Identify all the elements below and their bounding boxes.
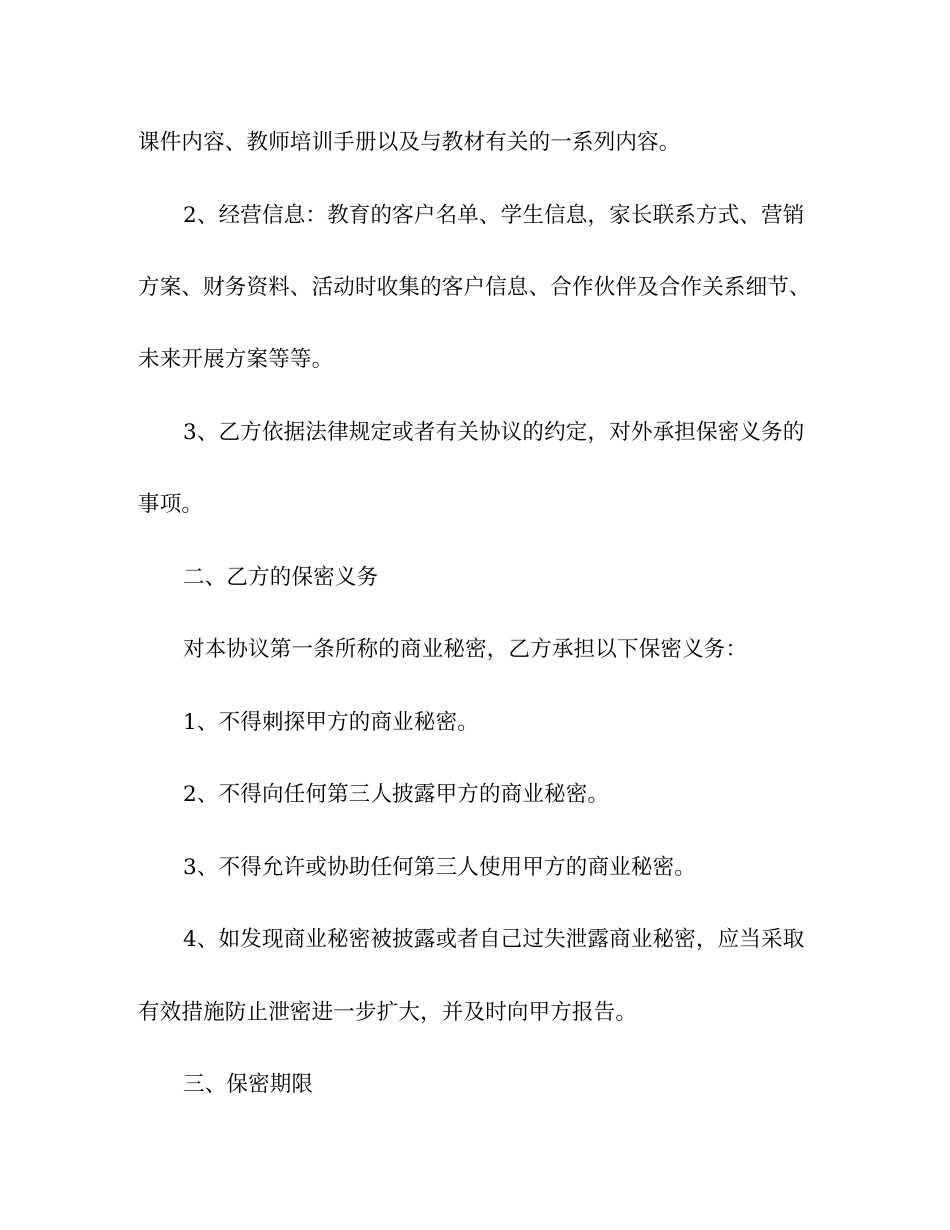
paragraph-line: 未来开展方案等等。 bbox=[138, 347, 334, 372]
paragraph-line: 方案、财务资料、活动时收集的客户信息、合作伙伴及合作关系细节、 bbox=[138, 275, 811, 300]
paragraph-line: 对本协议第一条所称的商业秘密，乙方承担以下保密义务： bbox=[183, 637, 748, 662]
list-item: 2、不得向任何第三人披露甲方的商业秘密。 bbox=[183, 782, 610, 807]
paragraph-line: 3、乙方依据法律规定或者有关协议的约定，对外承担保密义务的 bbox=[183, 420, 805, 445]
list-item: 3、不得允许或协助任何第三人使用甲方的商业秘密。 bbox=[183, 855, 696, 880]
paragraph-line: 有效措施防止泄密进一步扩大，并及时向甲方报告。 bbox=[138, 1000, 638, 1025]
paragraph-line: 课件内容、教师培训手册以及与教材有关的一系列内容。 bbox=[138, 130, 681, 155]
paragraph-line: 事项。 bbox=[138, 492, 204, 517]
section-heading: 三、保密期限 bbox=[183, 1072, 314, 1097]
section-heading: 二、乙方的保密义务 bbox=[183, 565, 379, 590]
list-item: 1、不得刺探甲方的商业秘密。 bbox=[183, 710, 479, 735]
list-item: 4、如发现商业秘密被披露或者自己过失泄露商业秘密，应当采取 bbox=[183, 927, 805, 952]
paragraph-line: 2、经营信息：教育的客户名单、学生信息，家长联系方式、营销 bbox=[183, 203, 805, 228]
